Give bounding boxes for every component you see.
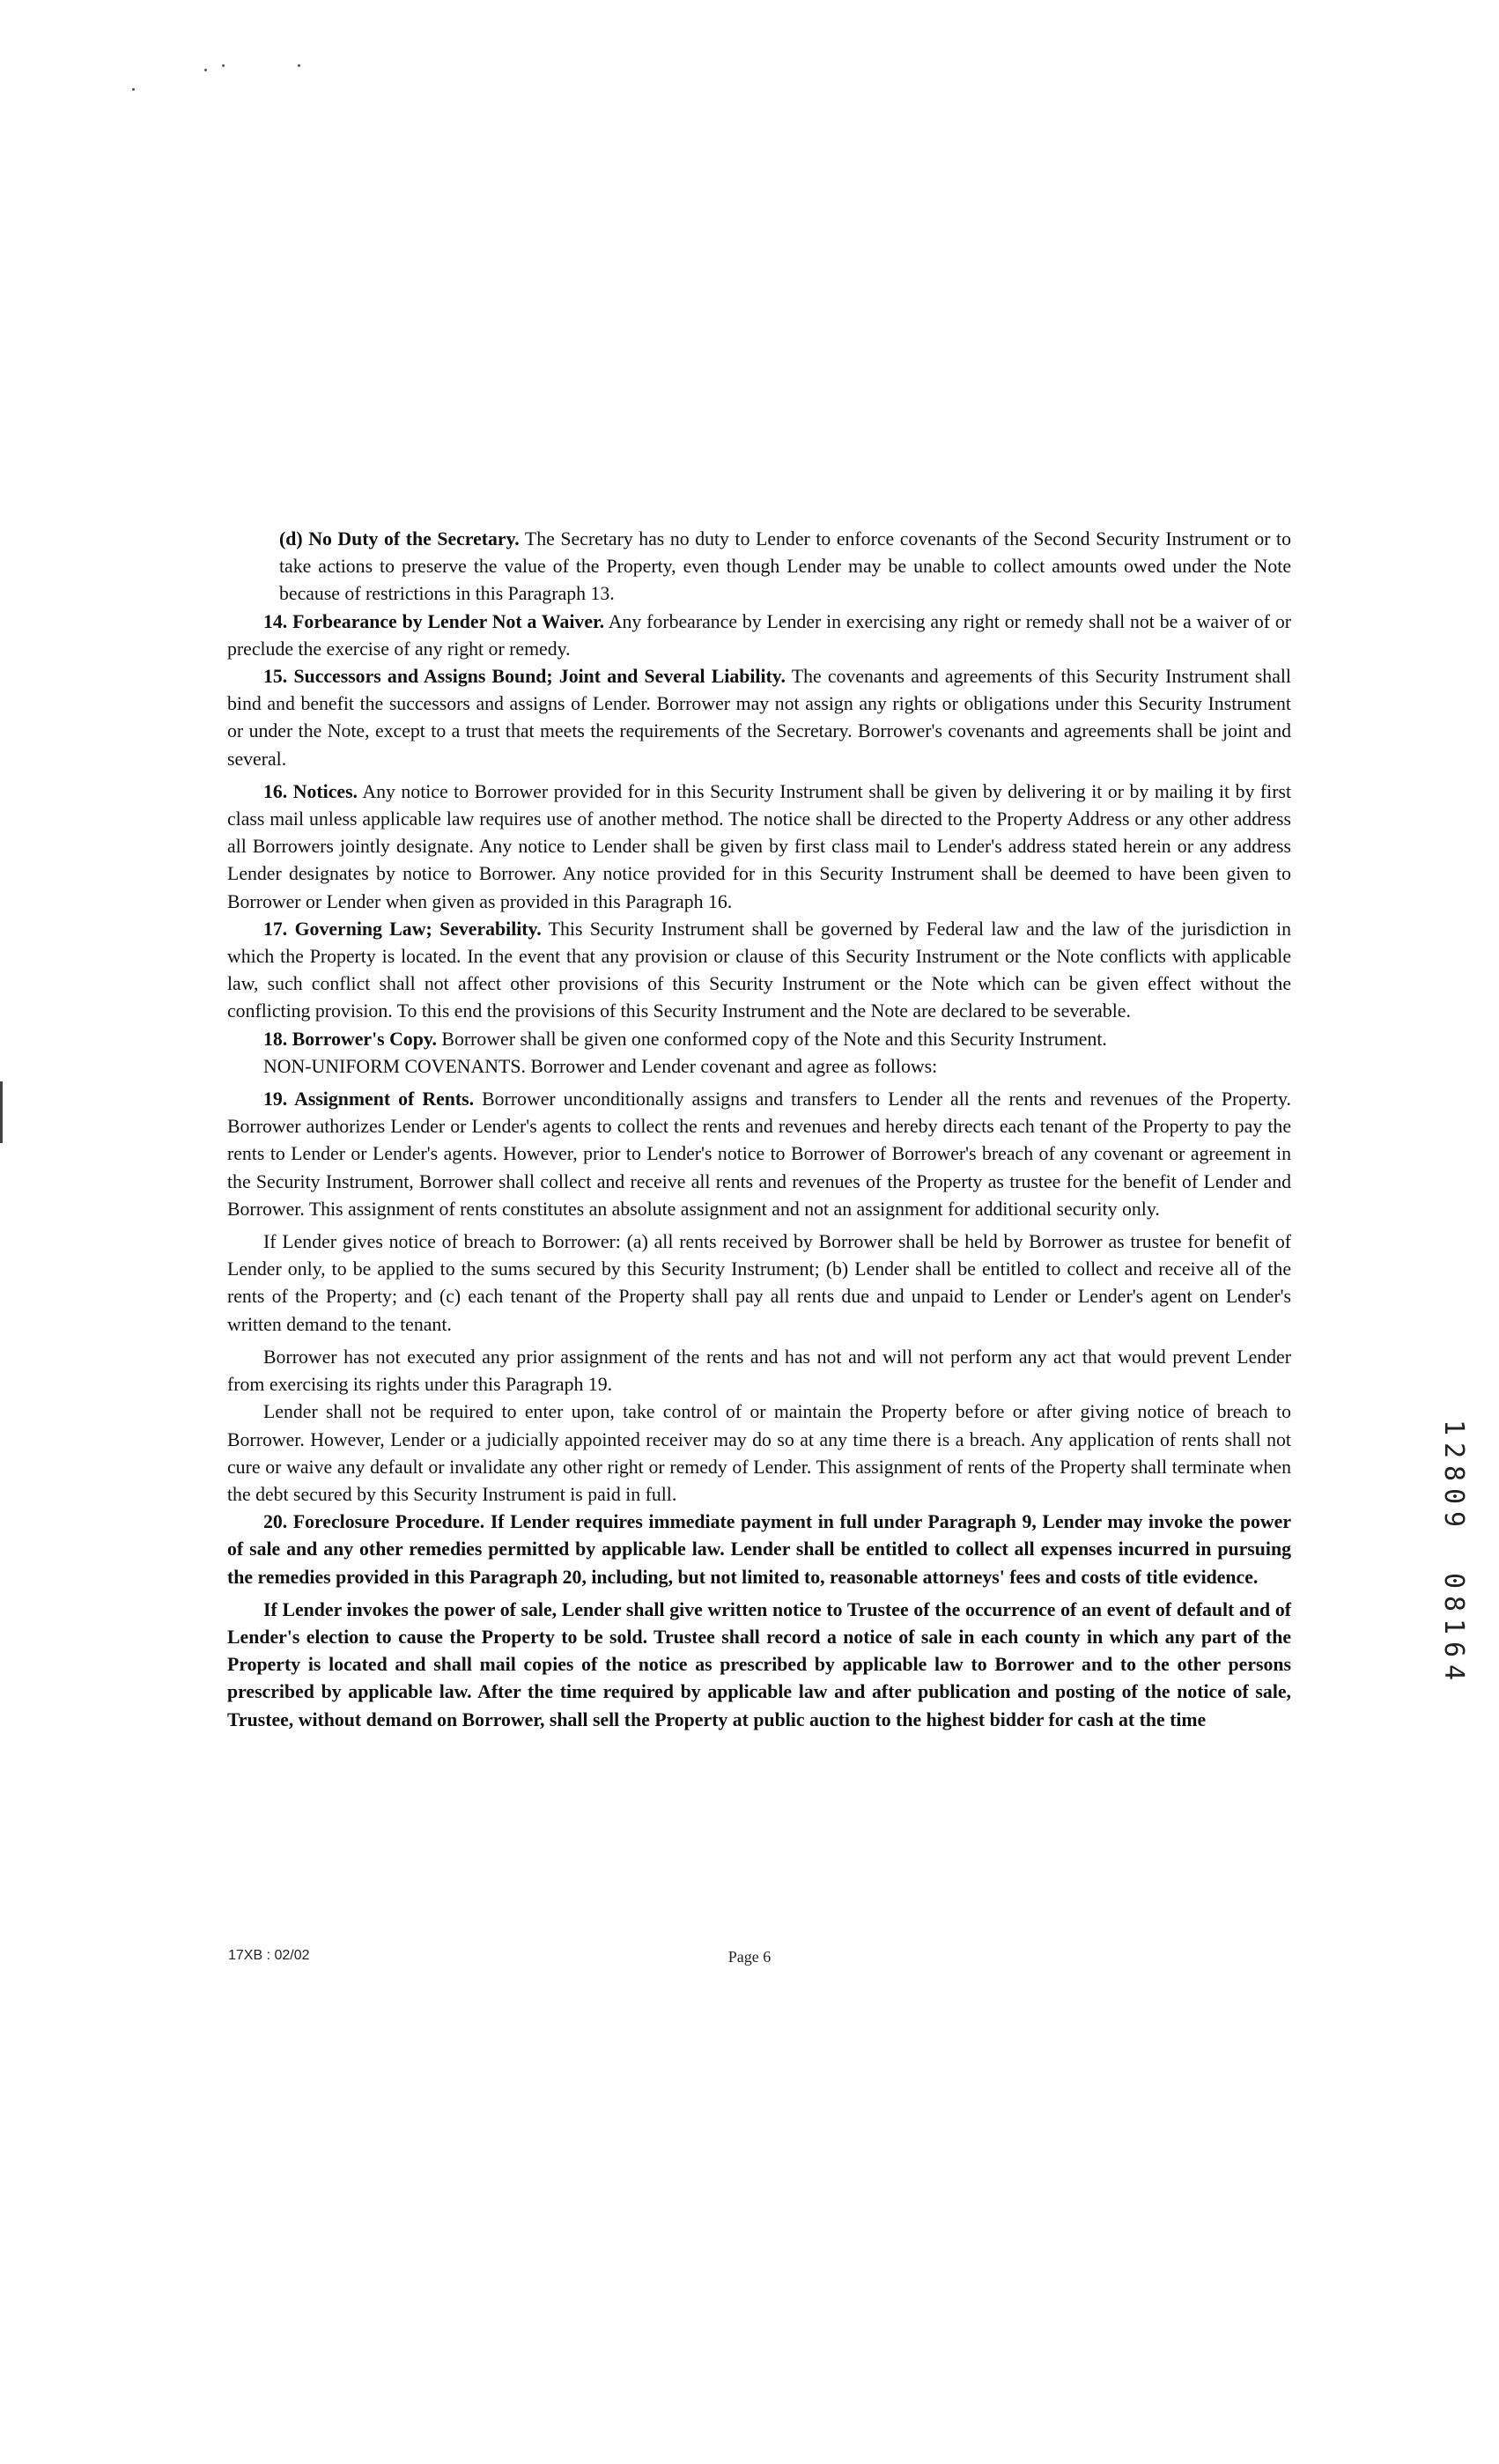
paragraph-18 <box>227 1026 1291 1053</box>
paragraph-text: Any forbearance by Lender in exercising any right or remedy shall not be a waiver of or preclude the exercise of any right or remedy. <box>227 610 1291 660</box>
form-code: 17XB : 02/02 <box>228 1948 310 1963</box>
paragraph-17 <box>227 916 1291 1026</box>
stamp-book-number <box>1437 1416 1469 1531</box>
document-body <box>227 526 1291 1734</box>
paragraph-16 <box>227 778 1291 916</box>
paragraph-text: Borrower shall be given one conformed copy of the Note and this Security Instrument. <box>436 1028 1107 1050</box>
paragraph-20 <box>227 1509 1291 1591</box>
stamp-digit: 2 <box>1438 1442 1469 1459</box>
paragraph-heading: 15. Successors and Assigns Bound; Joint and Several Liability. <box>263 666 786 688</box>
paragraph-text: If Lender invokes the power of sale, Lender shall give written notice to Trustee of the occurrence of an event of default and of Lender's election to cause the Property to be sold. Trustee shall record a notice of sale in each county in which any part of the Property is located and shall mail copies of the notice as prescribed by applicable law to Borrower and to the other persons prescribed by applicable law. After the time required by applicable law and after publication and posting of the notice of sale, Trustee, without demand on Borrower, shall sell the Property at public auction to the highest bidder for cash at the time <box>227 1598 1291 1730</box>
recording-number-stamp <box>1437 1416 1469 1684</box>
paragraph-19-prior-assignment <box>227 1344 1291 1398</box>
scan-speck <box>132 88 135 91</box>
paragraph-text: Borrower has not executed any prior assignment of the rents and has not and will not perform any act that would prevent Lender from exercising its rights under this Paragraph 19. <box>227 1346 1291 1396</box>
stamp-digit: 4 <box>1438 1664 1469 1681</box>
paragraph-13d <box>227 526 1291 609</box>
non-uniform-covenants-intro <box>227 1053 1291 1081</box>
stamp-digit: 0 <box>1438 1572 1469 1590</box>
paragraph-heading: 19. Assignment of Rents. <box>263 1088 475 1110</box>
stamp-digit: 0 <box>1438 1487 1469 1505</box>
stamp-digit: 8 <box>1438 1464 1469 1482</box>
paragraph-14 <box>227 609 1291 663</box>
paragraph-15 <box>227 663 1291 773</box>
scan-speck <box>222 64 225 67</box>
paragraph-19-breach <box>227 1228 1291 1339</box>
paragraph-text: NON-UNIFORM COVENANTS. Borrower and Lender covenant and agree as follows: <box>263 1055 938 1077</box>
paragraph-text: Borrower unconditionally assigns and transfers to Lender all the rents and revenues of the Property. Borrower authorizes Lender or Lender's agents to collect the rents and revenues and hereby directs each tenant of the Property to pay the rents to Lender or Lender's agents. However, prior to Lender's notice to Borrower of Borrower's breach of any covenant or agreement in the Security Instrument, Borrower shall collect and receive all rents and revenues of the Property as trustee for the benefit of Lender and Borrower. This assignment of rents constitutes an absolute assignment and not an assignment for additional security only. <box>227 1088 1291 1220</box>
scan-speck <box>204 69 207 71</box>
stamp-page-number <box>1437 1569 1469 1684</box>
paragraph-text: The Secretary has no duty to Lender to enforce covenants of the Second Security Instrument or to take actions to preserve the value of the Property, even though Lender may be unable to collect amounts owed under the Note because of restrictions in this Paragraph 13. <box>279 528 1291 605</box>
scan-edge-mark <box>0 1081 3 1143</box>
paragraph-19-control <box>227 1398 1291 1509</box>
paragraph-text: Lender shall not be required to enter upon, take control of or maintain the Property before or after giving notice of breach to Borrower. However, Lender or a judicially appointed receiver may do so at any time there is a breach. Any application of rents shall not cure or waive any default or invalidate any other right or remedy of Lender. This assignment of rents of the Property shall terminate when the debt secured by this Security Instrument is paid in full. <box>227 1401 1291 1505</box>
paragraph-19 <box>227 1086 1291 1223</box>
paragraph-heading: 18. Borrower's Copy. <box>263 1028 437 1050</box>
stamp-digit: 6 <box>1438 1641 1469 1658</box>
stamp-digit: 1 <box>1438 1618 1469 1635</box>
stamp-digit: 8 <box>1438 1595 1469 1612</box>
paragraph-text: This Security Instrument shall be governed by Federal law and the law of the jurisdiction in which the Property is located. In the event that any provision or clause of this Security Instrument or the Note conflicts with applicable law, such conflict shall not affect other provisions of this Security Instrument or the Note which can be given effect without the conflicting provision. To this end the provisions of this Security Instrument and the Note are declared to be severable. <box>227 918 1292 1022</box>
paragraph-heading: 17. Governing Law; Severability. <box>263 918 542 940</box>
paragraph-text: Any notice to Borrower provided for in this Security Instrument shall be given by delivering it or by mailing it by first class mail unless applicable law requires use of another method. The notice shall be directed to the Property Address or any other address all Borrowers jointly designate. Any notice to Lender shall be given by first class mail to Lender's address stated herein or any address Lender designates by notice to Borrower. Any notice provided for in this Security Instrument shall be deemed to have been given to Borrower or Lender when given as provided in this Paragraph 16. <box>227 780 1291 912</box>
scan-speck <box>298 64 300 67</box>
paragraph-text: If Lender requires immediate payment in full under Paragraph 9, Lender may invoke the power of sale and any other remedies permitted by applicable law. Lender shall be entitled to collect all expenses incurred in pursuing the remedies provided in this Paragraph 20, including, but not limited to, reasonable attorneys' fees and costs of title evidence. <box>227 1511 1292 1588</box>
paragraph-20-power-of-sale <box>227 1597 1291 1734</box>
page-number: Page 6 <box>727 1948 772 1966</box>
paragraph-text: If Lender gives notice of breach to Borrower: (a) all rents received by Borrower shall be held by Borrower as trustee for benefit of Lender only, to be applied to the sums secured by this Security Instrument; (b) Lender shall be entitled to collect and receive all of the rents of the Property; and (c) each tenant of the Property shall pay all rents due and unpaid to Lender or Lender's agent on Lender's written demand to the tenant. <box>227 1231 1291 1335</box>
paragraph-heading: 14. Forbearance by Lender Not a Waiver. <box>263 610 605 632</box>
paragraph-heading: (d) No Duty of the Secretary. <box>279 528 520 550</box>
paragraph-heading: 20. Foreclosure Procedure. <box>263 1511 485 1533</box>
stamp-digit: 9 <box>1438 1510 1469 1528</box>
paragraph-text: The covenants and agreements of this Security Instrument shall bind and benefit the successors and assigns of Lender. Borrower may not assign any rights or obligations under this Security Instrument or under the Note, except to a trust that meets the requirements of the Secretary. Borrower's covenants and agreements shall be joint and several. <box>227 666 1291 770</box>
paragraph-heading: 16. Notices. <box>263 780 358 802</box>
stamp-digit: 1 <box>1438 1419 1469 1436</box>
